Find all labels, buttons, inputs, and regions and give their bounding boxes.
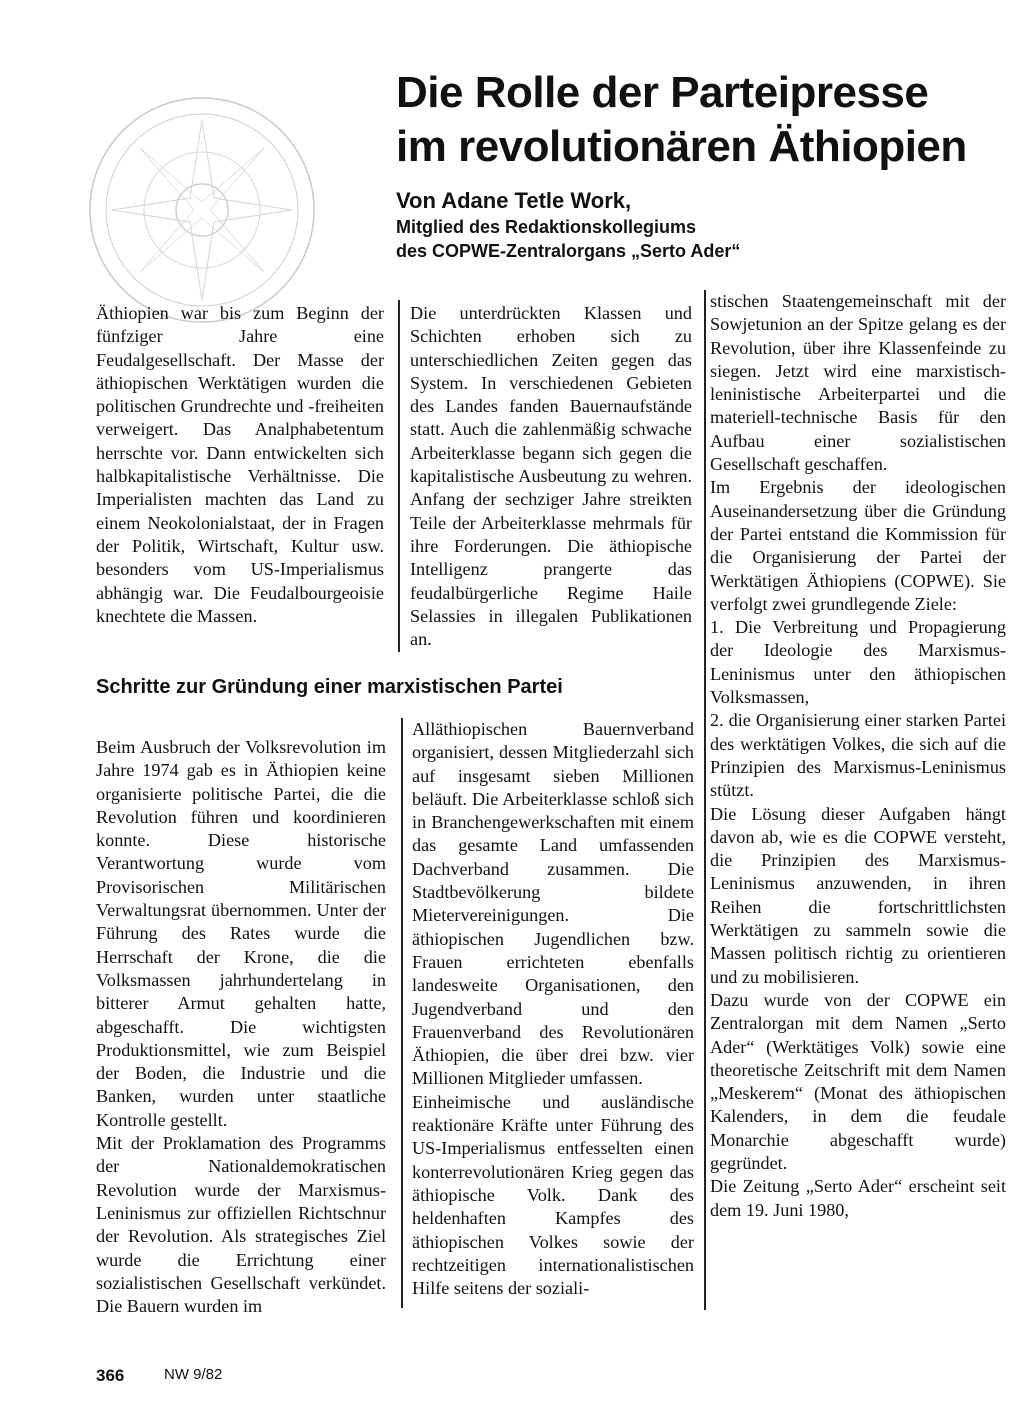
section-paragraph: Alläthiopischen Bauernverband organisiert, dessen Mitgliederzahl sich auf insgesamt sieben Millionen beläuft. Die Arbeiterklasse schloß sich in Branchengewerkschaften mit einem das gesamte Land umfassenden Dachverband zusammen. Die Stadtbevölkerung bildete Mietervereinigungen. Die äthiopischen Jugendlichen bzw. Frauen errichteten ebenfalls landesweite Organisationen, den Jugendverband und den Frauenverband des Revolutionären Äthiopien, die über drei bzw. vier Millionen Mitglieder umfassen. — [412, 719, 694, 1089]
right-paragraph: stischen Staatengemeinschaft mit der Sowjetunion an der Spitze gelang es der Revolution, über ihre Klassenfeinde zu siegen. Jetzt wird eine marxistisch-leninistische Arbeiterpartei und die materiell-technische Basis für den Aufbau einer sozialistischen Gesellschaft geschaffen. — [710, 291, 1006, 475]
intro-column-1 — [96, 302, 384, 628]
intro-paragraph: Äthiopien war bis zum Beginn der fünfziger Jahre eine Feudalgesellschaft. Der Masse der äthiopischen Werktätigen wurden die politischen Grundrechte und -freiheiten verweigert. Das Analphabetentum herrschte vor. Dann entwickelten sich halbkapitalistische Verhältnisse. Die Imperialisten machten das Land zu einem Neokolonialstaat, der in Fragen der Politik, Wirtschaft, Kultur usw. besonders vom US-Imperialismus abhängig war. Die Feudalbourgeoisie knechtete die Massen. — [96, 303, 384, 626]
right-paragraph: Im Ergebnis der ideologischen Auseinandersetzung über die Gründung der Partei entstand die Kommission für die Organisierung der Partei der Werktätigen Äthiopiens (COPWE). Sie verfolgt zwei grundlegende Ziele: — [710, 477, 1006, 614]
author-name: Von Adane Tetle Work, — [396, 188, 632, 213]
article-title-line-1: Die Rolle der Parteipresse — [396, 68, 929, 117]
section-paragraph: Beim Ausbruch der Volksrevolution im Jahre 1974 gab es in Äthiopien keine organisierte politische Partei, die die Revolution führen und koordinieren konnte. Diese historische Verantwortung wurde vom Provisorischen Militärischen Verwaltungsrat übernommen. Unter der Führung des Rates wurde die Herrschaft der Krone, die die Volksmassen jahrhundertelang in bitterer Armut gehalten hatte, abgeschafft. Die wichtigsten Produktionsmittel, wie zum Beispiel der Boden, die Industrie und die Banken, wurden unter staatliche Kontrolle gestellt. — [96, 737, 386, 1130]
right-paragraph: Die Zeitung „Serto Ader“ erscheint seit dem 19. Juni 1980, — [710, 1176, 1006, 1220]
right-paragraph: Die Lösung dieser Aufgaben hängt davon ab, wie es die COPWE versteht, die Prinzipien des Marxismus-Leninismus anzuwenden, in ihren Reihen die fortschrittlichsten Werktätigen zu sammeln sowie die Massen politisch richtig zu orientieren und zu mobilisieren. — [710, 803, 1006, 987]
section-paragraph: Einheimische und ausländische reaktionäre Kräfte unter Führung des US-Imperialismus entfesselten einen konterrevolutionären Krieg gegen das äthiopische Volk. Dank des heldenhaften Kampfes des äthiopischen Volkes sowie der rechtzeitigen internationalistischen Hilfe seitens der soziali- — [412, 1091, 694, 1299]
article-title — [396, 66, 1008, 174]
column-divider — [704, 290, 706, 1310]
article-title-line-2: im revolutionären Äthiopien — [396, 122, 967, 171]
column-divider — [398, 300, 400, 652]
page-number: 366 — [96, 1366, 125, 1385]
emblem-seal-image — [82, 90, 322, 330]
column-divider — [401, 718, 403, 1308]
byline — [396, 187, 1008, 263]
right-paragraph: 2. die Organisierung einer starken Partei des werktätigen Volkes, die sich auf die Prinzipien des Marxismus-Leninismus stützt. — [710, 710, 1006, 801]
intro-paragraph: Die unterdrückten Klassen und Schichten erhoben sich zu unterschiedlichen Zeiten gegen das System. In verschiedenen Gebieten des Landes fanden Bauernaufstände statt. Auch die zahlenmäßig schwache Arbeiterklasse begann sich gegen die kapitalistische Ausbeutung zu wehren. Anfang der sechziger Jahre streikten Teile der Arbeiterklasse mehrmals für ihre Forderungen. Die äthiopische Intelligenz prangerte das feudalbürgerliche Regime Haile Selassies in illegalen Publikationen an. — [410, 303, 692, 650]
section-column-1 — [96, 736, 386, 1318]
section-paragraph: Mit der Proklamation des Programms der Nationaldemokratischen Revolution wurde der Marxismus-Leninismus zur offiziellen Richtschnur der Revolution. Als strategisches Ziel wurde die Errichtung einer sozialistischen Gesellschaft verkündet. Die Bauern wurden im — [96, 1133, 386, 1317]
section-heading: Schritte zur Gründung einer marxistischen Partei — [96, 676, 563, 698]
section-column-2 — [412, 718, 694, 1300]
author-affiliation-line-1: Mitglied des Redaktionskollegiums — [396, 217, 697, 237]
intro-column-2 — [410, 302, 692, 651]
issue-label: NW 9/82 — [164, 1366, 223, 1383]
author-affiliation-line-2: des COPWE-Zentralorgans „Serto Ader“ — [396, 241, 741, 261]
right-paragraph: 1. Die Verbreitung und Propagierung der Ideologie des Marxismus-Leninismus unter den äthiopischen Volksmassen, — [710, 617, 1006, 708]
right-paragraph: Dazu wurde von der COPWE ein Zentralorgan mit dem Namen „Serto Ader“ (Werktätiges Volk) sowie eine theoretische Zeitschrift mit dem Namen „Meskerem“ (Monat des äthiopischen Kalenders, in dem die feudale Monarchie abgeschafft wurde) gegründet. — [710, 989, 1006, 1173]
right-column — [710, 290, 1006, 1222]
